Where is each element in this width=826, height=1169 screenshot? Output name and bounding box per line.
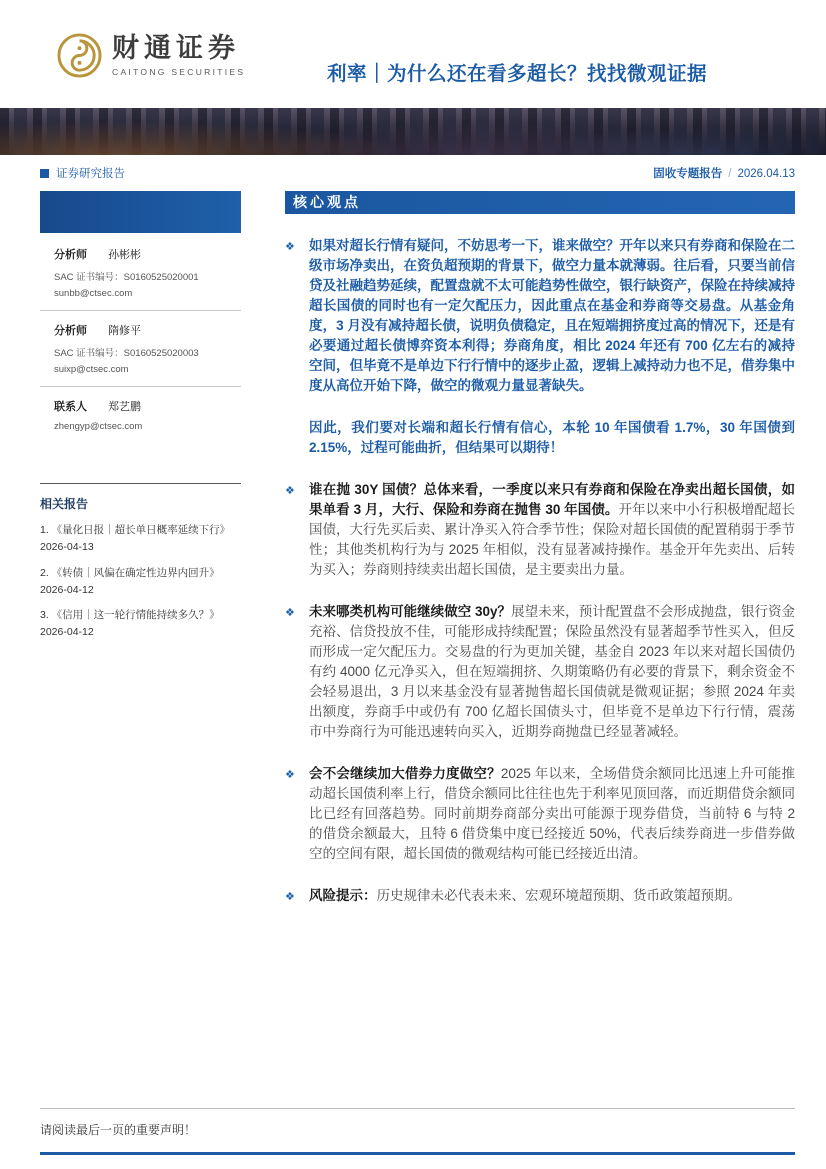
contact-name: 郑艺鹏	[108, 401, 142, 413]
sidebar-blue-bar	[40, 191, 241, 233]
footer-divider	[40, 1108, 795, 1109]
footer-disclaimer: 请阅读最后一页的重要声明！	[40, 1123, 197, 1137]
report-type	[40, 165, 125, 181]
key-point-paragraph	[285, 764, 795, 864]
brand-name-en: CAITONG SECURITIES	[112, 66, 246, 77]
paragraph-bold-text: 未来哪类机构可能继续做空 30y？	[309, 604, 512, 619]
contact-role: 联系人	[54, 401, 87, 413]
bullet-diamond-icon: ❖	[285, 241, 295, 253]
brand-text	[112, 34, 245, 77]
analyst-role: 分析师	[54, 325, 87, 337]
main-column	[285, 191, 795, 907]
related-report-title: 3. 《信用｜这一轮行情能持续多久？》	[40, 609, 220, 622]
analyst-role: 分析师	[54, 249, 87, 261]
analyst-block	[40, 235, 241, 311]
related-report-date: 2026-04-12	[40, 626, 94, 639]
paragraph-regular-text: 2025 年以来，全场借贷余额同比迅速上升可能推动超长国债利率上行，借贷余额同比往往也先于利率见顶回落，而近期借贷余额同比已经有回落趋势。同时前期券商部分卖出可能源于现券借贷，当前特 6 与特 2 的借贷余额最大，且特 6 借贷集中度已经接近 50%，代表后续券商进一步借券做空的空间有限，超长国债的微观结构可能已经接近出清。	[309, 766, 795, 861]
bullet-diamond-icon: ❖	[285, 891, 295, 903]
paragraph-bold-text: 如果对超长行情有疑问，不妨思考一下，谁来做空？开年以来只有券商和保险在二级市场净卖出，在资负超预期的背景下，做空力量本就薄弱。往后看，只要当前信贷及社融趋势延续，配置盘就不太可能趋势性做空，银行缺资产，保险在持续减持超长国债的同时也有一定欠配压力，因此重点在基金和券商等交易盘。从基金角度，3 月没有减持超长债，说明负债稳定，且在短端拥挤度过高的情况下，还是有必要通过超长债博弈资本利得；券商角度，相比 2024 年还有 700 亿左右的减持空间，但毕竟不是单边下行行情中的逐步止盈，逻辑上减持动力也不足，借券集中度从高位开始下降，做空的微观力量显著缺失。	[309, 238, 795, 393]
page-header	[0, 0, 826, 108]
content-area	[0, 186, 826, 907]
analyst-name: 隋修平	[108, 325, 142, 337]
paragraph-bold-text: 谁在抛 30Y 国债？总体来看，一季度以来只有券商和保险在净卖出超长国债，如果单看 3 月，大行、保险和券商在抛售 30 年国债。	[309, 482, 795, 517]
contact-email: zhengyp@ctsec.com	[54, 421, 143, 432]
brand-emblem-icon	[56, 32, 103, 79]
risk-warning-paragraph	[285, 886, 795, 907]
analyst-block	[40, 311, 241, 387]
sidebar	[40, 191, 241, 907]
section-title: 核心观点	[285, 191, 795, 214]
meta-separator: /	[728, 168, 732, 180]
key-point-paragraph	[285, 418, 795, 458]
related-report-date: 2026-04-12	[40, 583, 94, 596]
analyst-email: sunbb@ctsec.com	[54, 288, 133, 299]
footer-blue-bar	[40, 1152, 795, 1155]
key-point-paragraph	[285, 236, 795, 396]
city-banner-image	[0, 108, 826, 155]
paragraph-regular-text: 开年以来中小行积极增配超长国债，大行先买后卖、累计净买入符合季节性；保险对超长国债的配置稍弱于季节性；其他类机构行为与 2025 年相似，没有显著减持操作。基金开年先卖出、后转为买入；券商则持续卖出超长国债，是主要卖出力量。	[309, 502, 796, 577]
contact-block	[40, 387, 241, 443]
analyst-name: 孙彬彬	[108, 249, 142, 261]
meta-row	[0, 155, 826, 186]
report-type-square-icon	[40, 169, 49, 178]
related-report-item	[40, 522, 241, 556]
report-meta	[653, 165, 795, 181]
brand-logo	[56, 32, 245, 79]
report-type-label: 证券研究报告	[56, 168, 125, 180]
report-date: 2026.04.13	[737, 168, 795, 180]
related-report-item	[40, 607, 241, 641]
related-reports	[40, 483, 241, 641]
key-point-paragraph	[285, 480, 795, 580]
report-category: 固收专题报告	[653, 168, 723, 180]
related-report-item	[40, 565, 241, 599]
paragraph-bold-text: 会不会继续加大借券力度做空？	[309, 766, 501, 781]
related-report-date: 2026-04-13	[40, 541, 94, 554]
paragraph-regular-text: 展望未来，预计配置盘不会形成抛盘，银行资金充裕、信贷投放不佳，可能形成持续配置；保险虽然没有显著超季节性买入，但反而形成一定欠配压力。交易盘的行为更加关键，基金自 2023 年以来对超长国债仍有约 4000 亿元净买入，但在短端拥挤、久期策略仍有必要的背景下，剩余资金不会轻易退出，3 月以来基金没有显著抛售超长国债就是微观证据；参照 2024 年卖出额度，券商手中或仍有 700 亿超长国债头寸，但毕竟不是单边下行行情，震荡市中券商行为可能迅速转向买入，近期券商抛盘已经显著减轻。	[309, 604, 796, 739]
bullet-diamond-icon: ❖	[285, 485, 295, 497]
analyst-email: suixp@ctsec.com	[54, 364, 129, 375]
analyst-cert: SAC 证书编号：S0160525020001	[54, 272, 199, 283]
page-footer	[0, 1108, 826, 1169]
bullet-diamond-icon: ❖	[285, 769, 295, 781]
paragraph-regular-text: 历史规律未必代表未来、宏观环境超预期、货币政策超预期。	[376, 888, 741, 903]
paragraph-bold-text: 因此，我们要对长端和超长行情有信心，本轮 10 年国债看 1.7%，30 年国债到 2.15%，过程可能曲折，但结果可以期待！	[309, 420, 795, 455]
report-title: 利率｜为什么还在看多超长？找找微观证据	[326, 63, 707, 85]
key-point-paragraph	[285, 602, 795, 742]
analyst-cert: SAC 证书编号：S0160525020003	[54, 348, 199, 359]
related-report-title: 1. 《量化日报｜超长单日概率延续下行》	[40, 524, 231, 536]
paragraph-bold-text: 风险提示：	[309, 888, 377, 903]
related-reports-title: 相关报告	[40, 497, 89, 511]
related-report-title: 2. 《转债｜风偏在确定性边界内回升》	[40, 566, 220, 579]
brand-name-cn: 财通证券	[112, 33, 240, 65]
bullet-diamond-icon: ❖	[285, 607, 295, 619]
